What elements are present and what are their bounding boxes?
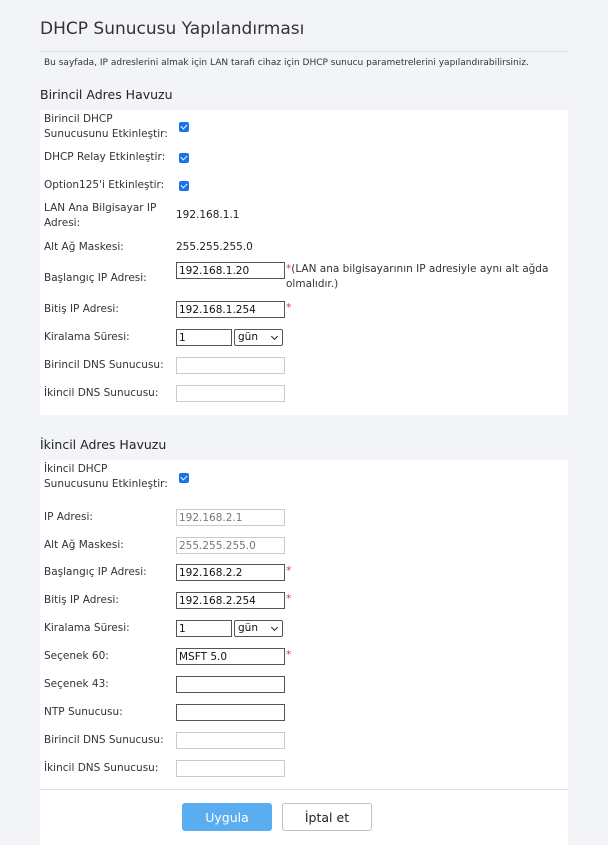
primary-dns2-input[interactable] (176, 385, 285, 402)
option60-label: Seçenek 60: (44, 650, 109, 662)
primary-subnet-value: 255.255.255.0 (176, 241, 253, 253)
primary-start-ip-label: Başlangıç IP Adresi: (44, 272, 147, 284)
primary-subnet-label: Alt Ağ Maskesi: (44, 241, 124, 253)
apply-button[interactable]: Uygula (182, 803, 272, 831)
chevron-down-icon (271, 624, 278, 631)
secondary-enable-label: İkincil DHCP Sunucusunu Etkinleştir: (44, 463, 168, 490)
secondary-ip-input[interactable] (176, 509, 285, 526)
option125-checkbox[interactable] (179, 181, 189, 191)
option60-input[interactable] (176, 648, 285, 665)
secondary-lease-input[interactable] (176, 620, 232, 637)
lan-ip-value: 192.168.1.1 (176, 209, 240, 221)
required-mark: * (286, 564, 292, 577)
page-description: Bu sayfada, IP adreslerini almak için LAN tarafı cihaz için DHCP sunucu parametrelerini yapılandırabilirsiniz. (44, 58, 529, 68)
primary-dns2-label: İkincil DNS Sunucusu: (44, 387, 159, 399)
option43-label: Seçenek 43: (44, 678, 109, 690)
secondary-pool-title: İkincil Adres Havuzu (40, 437, 167, 452)
primary-lease-label: Kiralama Süresi: (44, 331, 130, 343)
secondary-subnet-label: Alt Ağ Maskesi: (44, 539, 124, 551)
cancel-button[interactable]: İptal et (282, 803, 372, 831)
relay-checkbox[interactable] (179, 153, 189, 163)
primary-lease-unit-select[interactable] (234, 329, 283, 346)
secondary-dns2-input[interactable] (176, 760, 285, 777)
chevron-down-icon (271, 333, 278, 340)
primary-pool-title: Birincil Adres Havuzu (40, 87, 173, 102)
start-ip-hint-text: (LAN ana bilgisayarının IP adresiyle aynı alt ağda olmalıdır.) (286, 263, 549, 290)
secondary-start-ip-label: Başlangıç IP Adresi: (44, 566, 147, 578)
primary-end-ip-input[interactable] (176, 301, 285, 318)
required-mark: * (286, 301, 292, 314)
required-mark: * (286, 648, 292, 661)
primary-pool-panel (40, 110, 568, 415)
primary-enable-label: Birincil DHCP Sunucusunu Etkinleştir: (44, 113, 168, 140)
secondary-lease-unit-value: gün (238, 622, 258, 634)
primary-lease-unit-value: gün (238, 331, 258, 343)
primary-start-ip-hint (286, 262, 568, 292)
secondary-enable-checkbox[interactable] (179, 473, 189, 483)
required-mark: * (286, 263, 292, 275)
secondary-pool-panel (40, 460, 568, 845)
option43-input[interactable] (176, 676, 285, 693)
secondary-lease-label: Kiralama Süresi: (44, 622, 130, 634)
relay-label: DHCP Relay Etkinleştir: (44, 151, 166, 163)
primary-dns1-input[interactable] (176, 357, 285, 374)
ntp-label: NTP Sunucusu: (44, 706, 123, 718)
primary-enable-checkbox[interactable] (179, 122, 189, 132)
primary-start-ip-input[interactable] (176, 262, 285, 279)
primary-dns1-label: Birincil DNS Sunucusu: (44, 359, 164, 371)
footer-divider (40, 789, 568, 790)
secondary-subnet-input[interactable] (176, 537, 285, 554)
secondary-dns1-input[interactable] (176, 732, 285, 749)
secondary-lease-unit-select[interactable] (234, 620, 283, 637)
secondary-dns2-label: İkincil DNS Sunucusu: (44, 762, 159, 774)
required-mark: * (286, 592, 292, 605)
secondary-dns1-label: Birincil DNS Sunucusu: (44, 734, 164, 746)
page-title: DHCP Sunucusu Yapılandırması (40, 19, 305, 39)
secondary-start-ip-input[interactable] (176, 564, 285, 581)
secondary-ip-label: IP Adresi: (44, 511, 93, 523)
option125-label: Option125'i Etkinleştir: (44, 179, 165, 191)
ntp-input[interactable] (176, 704, 285, 721)
secondary-end-ip-label: Bitiş IP Adresi: (44, 594, 119, 606)
primary-end-ip-label: Bitiş IP Adresi: (44, 303, 119, 315)
secondary-end-ip-input[interactable] (176, 592, 285, 609)
title-divider (40, 51, 568, 52)
primary-lease-input[interactable] (176, 329, 232, 346)
lan-ip-label: LAN Ana Bilgisayar IP Adresi: (44, 202, 157, 229)
